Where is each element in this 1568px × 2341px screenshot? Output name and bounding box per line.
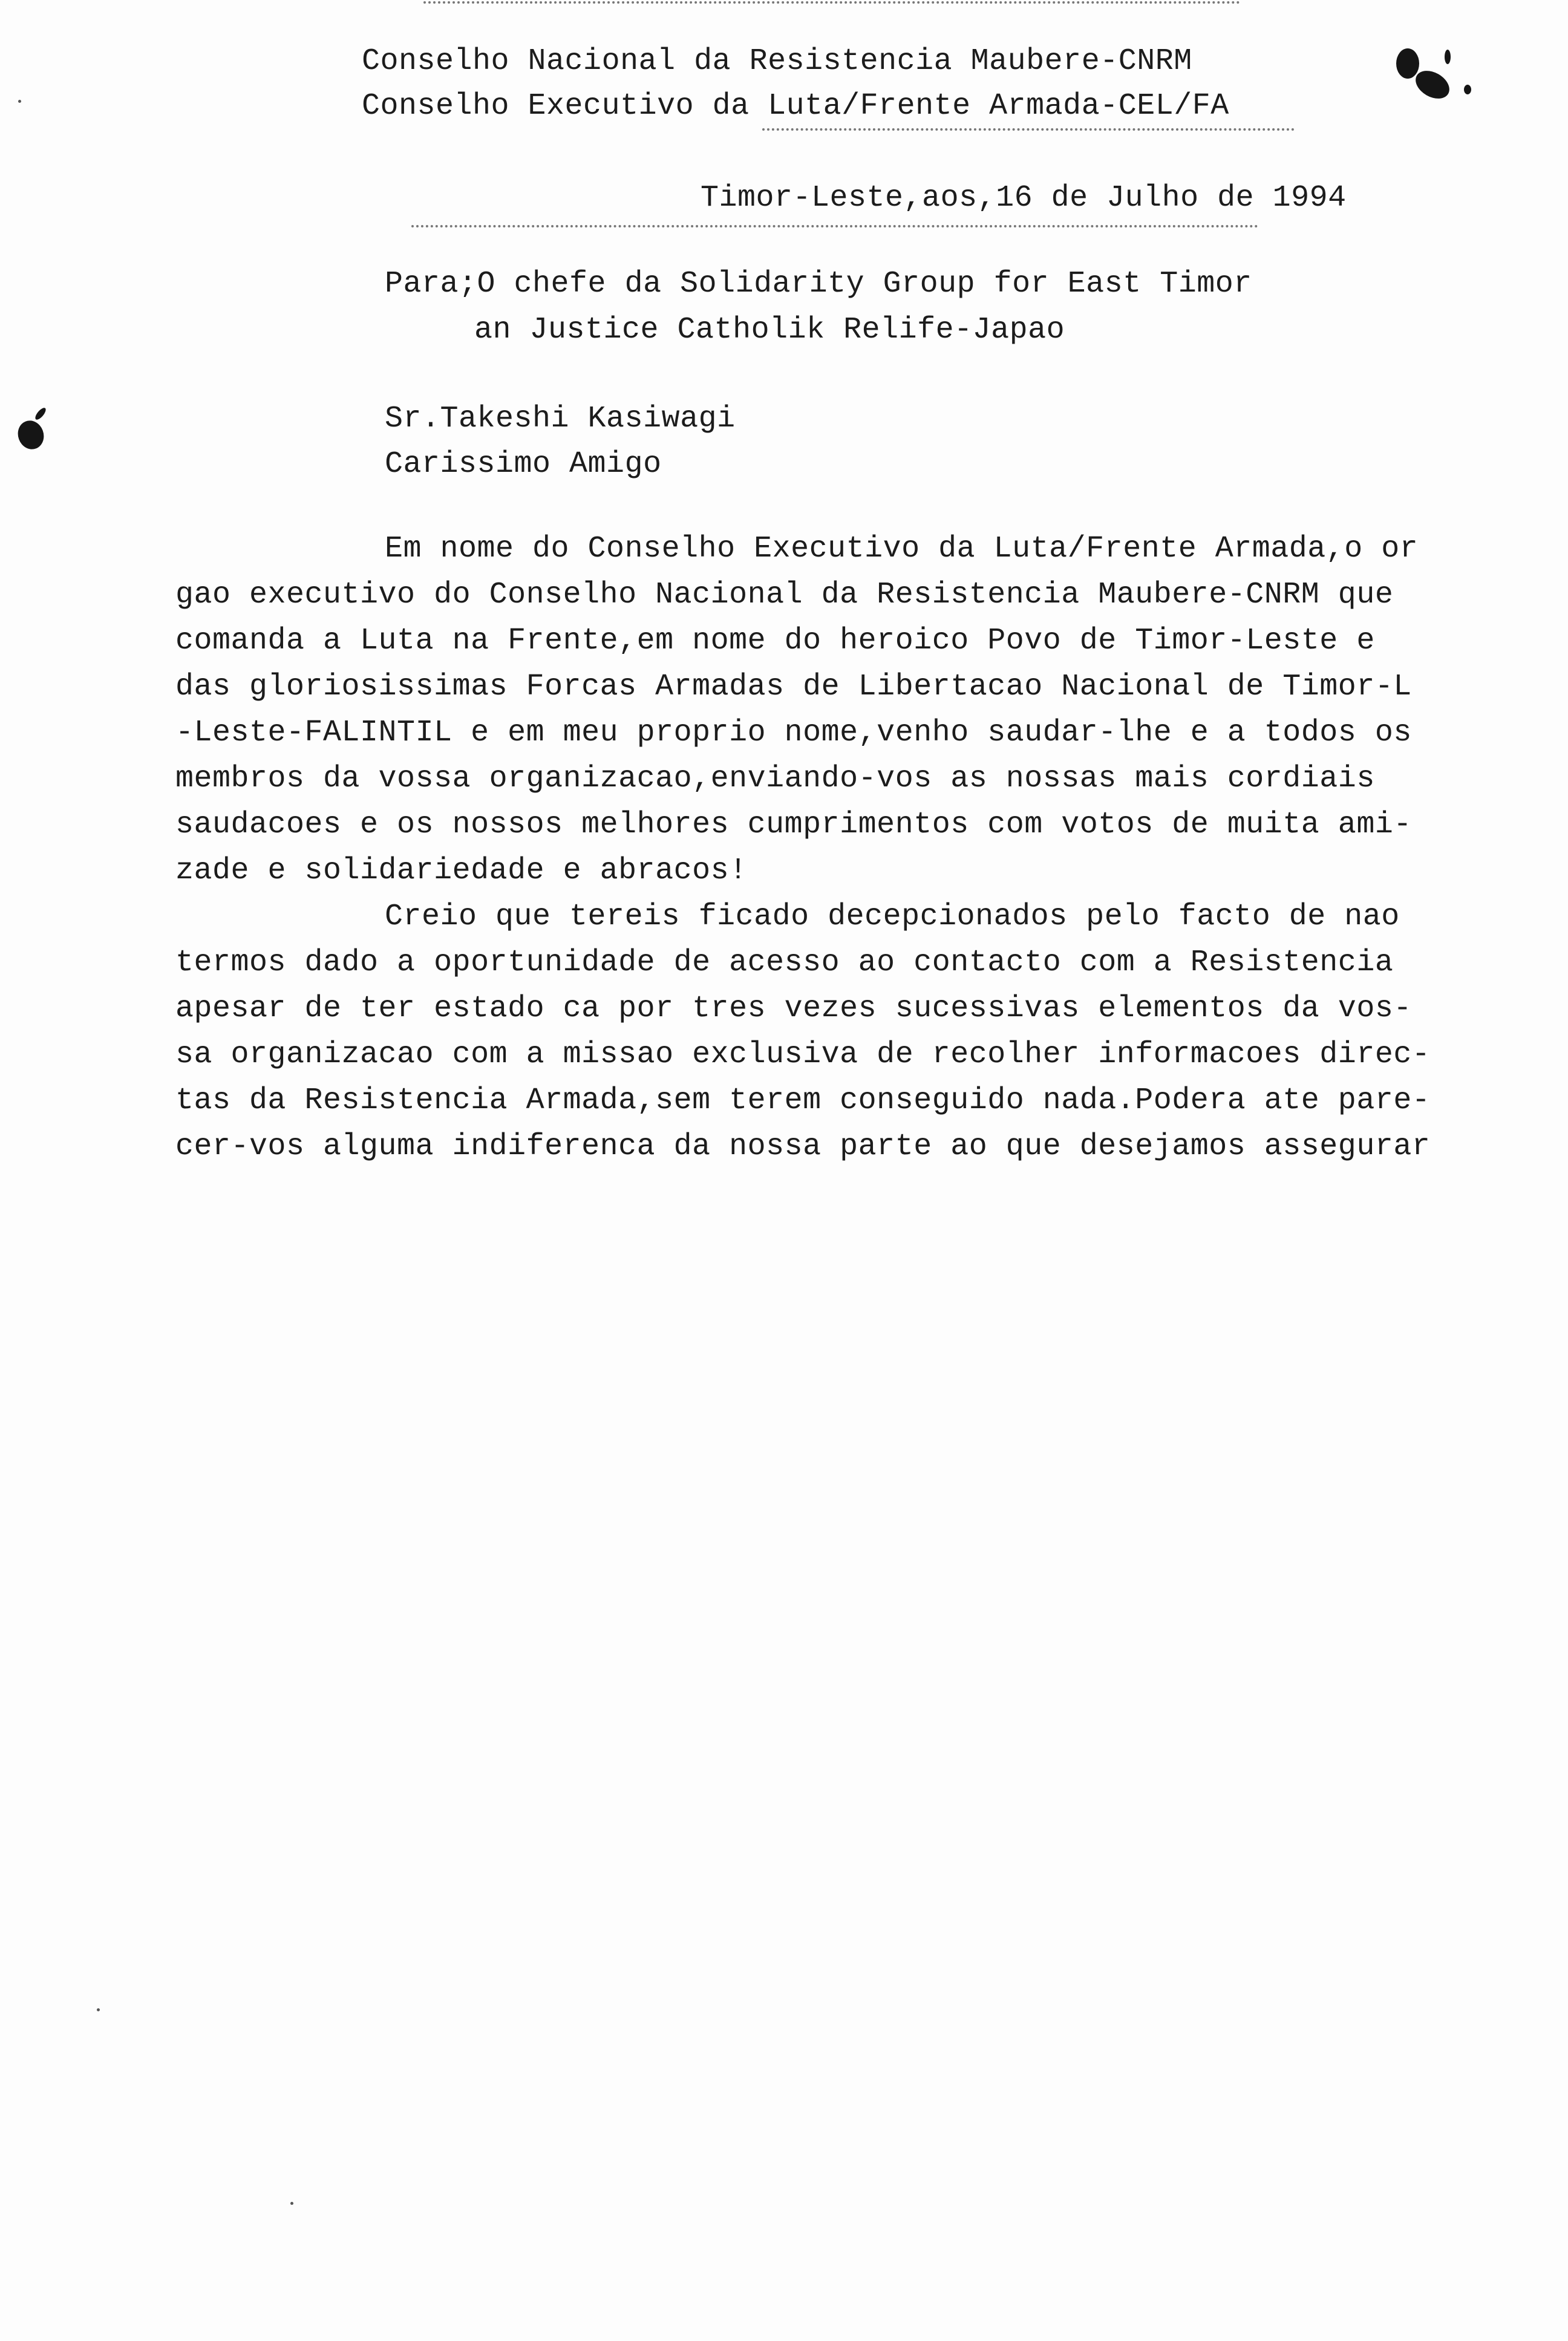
paragraph-1-line: das gloriosissimas Forcas Armadas de Libertacao Nacional de Timor-L: [175, 670, 1412, 704]
recipient-name: Sr.Takeshi Kasiwagi: [385, 402, 736, 436]
paragraph-2-line: apesar de ter estado ca por tres vezes sucessivas elementos da vos-: [175, 991, 1412, 1026]
paragraph-1-line: gao executivo do Conselho Nacional da Resistencia Maubere-CNRM que: [175, 578, 1394, 612]
paragraph-1-line: comanda a Luta na Frente,em nome do heroico Povo de Timor-Leste e: [175, 624, 1375, 658]
paragraph-1-first-line: Em nome do Conselho Executivo da Luta/Frente Armada,o or: [385, 532, 1419, 566]
paragraph-2-first-line: Creio que tereis ficado decepcionados pelo facto de nao: [385, 900, 1400, 934]
paragraph-1-last-line: zade e solidariedade e abracos!: [175, 854, 748, 888]
ink-blot-left-margin: [14, 417, 48, 452]
ink-blot-top-right-3: [1445, 50, 1451, 64]
paragraph-2-line: sa organizacao com a missao exclusiva de recolher informacoes direc-: [175, 1037, 1431, 1072]
ink-blot-left-margin-2: [33, 406, 47, 422]
paragraph-1-line: -Leste-FALINTIL e em meu proprio nome,venho saudar-lhe e a todos os: [175, 716, 1412, 750]
paragraph-2-line: cer-vos alguma indiferenca da nossa parte ao que desejamos assegurar: [175, 1129, 1431, 1164]
paragraph-1-line: saudacoes e os nossos melhores cumprimentos com votos de muita ami-: [175, 808, 1412, 842]
ink-blot-top-right-4: [1464, 85, 1471, 94]
date-line: Timor-Leste,aos,16 de Julho de 1994: [701, 181, 1347, 215]
paragraph-2-line: termos dado a oportunidade de acesso ao contacto com a Resistencia: [175, 945, 1394, 980]
scan-dots-under-date: [411, 225, 1258, 231]
letterhead-line-2: Conselho Executivo da Luta/Frente Armada-CEL/FA: [362, 89, 1229, 123]
paragraph-1-line: membros da vossa organizacao,enviando-vos as nossas mais cordiais: [175, 762, 1375, 796]
addressee-line-1: Para;O chefe da Solidarity Group for East Timor: [385, 267, 1252, 301]
letterhead-line-1: Conselho Nacional da Resistencia Maubere-CNRM: [362, 44, 1192, 79]
scan-speck-1: [97, 2008, 100, 2011]
ink-blot-top-right: [1396, 48, 1419, 79]
paragraph-2-line: tas da Resistencia Armada,sem terem conseguido nada.Podera ate pare-: [175, 1083, 1431, 1118]
scan-speck-2: [290, 2202, 293, 2205]
greeting: Carissimo Amigo: [385, 447, 662, 482]
scan-speck-3: [18, 100, 21, 103]
addressee-line-2: an Justice Catholik Relife-Japao: [474, 313, 1065, 347]
scan-dots-top-edge: [423, 1, 1240, 7]
